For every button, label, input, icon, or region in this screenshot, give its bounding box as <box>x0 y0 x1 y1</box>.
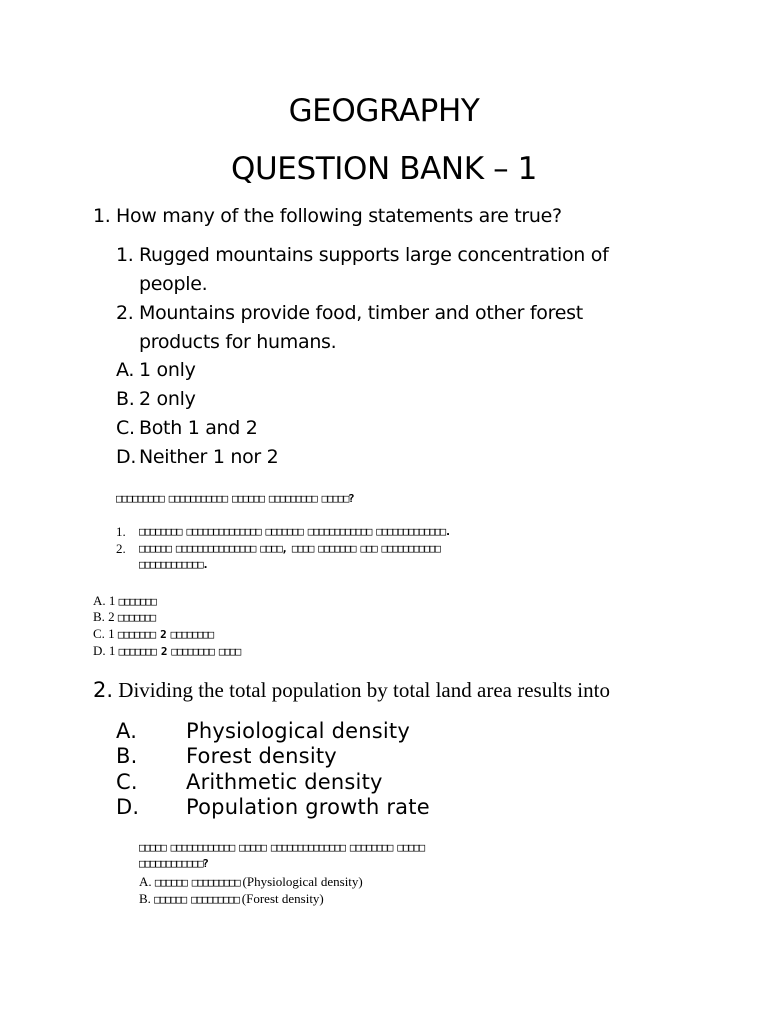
option-letter: C. <box>116 417 135 439</box>
statement-line: □□□□□□□□ □□□□□□□□□□□□□□ □□□□□□□ □□□□□□□□□□□□ □□□□□□□□□□□□□. <box>139 525 451 538</box>
q1-translated-option-c <box>93 626 213 643</box>
q2-translated-option-b <box>139 891 324 908</box>
q2-translated-option-a <box>139 874 363 891</box>
option-text: □□□□□□□ 2 □□□□□□□□ □□□□ <box>118 645 240 658</box>
option-text: Both 1 and 2 <box>139 417 258 439</box>
q1-translated-question: □□□□□□□□□ □□□□□□□□□□□ □□□□□□ □□□□□□□□□ □□□□□? <box>116 492 354 505</box>
option-letter: D. <box>116 446 137 468</box>
option-text: Physiological density <box>186 719 410 743</box>
statement-line: Mountains provide food, timber and other forest <box>139 302 583 324</box>
option-letter: A. <box>116 359 135 381</box>
statement-line: □□□□□□ □□□□□□□□□□□□□□□ □□□□, □□□□ □□□□□□□ □□□ □□□□□□□□□□□ <box>139 542 440 555</box>
option-prefix: B. <box>139 891 155 906</box>
document-title: GEOGRAPHY <box>288 93 480 129</box>
statement-number: 1. <box>116 244 134 266</box>
q2-translated-question-line: □□□□□ □□□□□□□□□□□□ □□□□□ □□□□□□□□□□□□□□ □□□□□□□□ □□□□□ <box>139 841 424 854</box>
option-text: □□□□□□ □□□□□□□□□ <box>154 876 240 889</box>
option-letter: B. <box>116 744 138 768</box>
option-text: Forest density <box>186 744 337 768</box>
option-prefix: C. 1 <box>93 626 118 641</box>
option-english-gloss: (Physiological density) <box>239 874 363 889</box>
q2-question-text: Dividing the total population by total land area results into <box>118 678 610 702</box>
statement-line: Rugged mountains supports large concentration of <box>139 244 609 266</box>
statement-number: 2. <box>116 541 126 556</box>
option-letter: C. <box>116 770 138 794</box>
statement-line: people. <box>139 273 208 295</box>
option-letter: A. <box>116 719 138 743</box>
q1-translated-option-d <box>93 643 240 660</box>
q2-number: 2. <box>93 678 114 702</box>
statement-number: 1. <box>116 524 126 539</box>
statement-line: products for humans. <box>139 331 337 353</box>
option-prefix: D. 1 <box>93 643 119 658</box>
option-prefix: A. 1 <box>93 593 119 608</box>
q2-translated-question-line: □□□□□□□□□□□□? <box>139 857 208 870</box>
option-text: Population growth rate <box>186 795 430 819</box>
option-text: Arithmetic density <box>186 770 383 794</box>
option-text: Neither 1 nor 2 <box>139 446 279 468</box>
option-english-gloss: (Forest density) <box>238 891 324 906</box>
option-letter: B. <box>116 388 135 410</box>
option-text: 2 only <box>139 388 196 410</box>
question-bank-heading: QUESTION BANK – 1 <box>230 151 537 187</box>
option-text: □□□□□□□ <box>117 611 155 624</box>
q1-translated-option-b <box>93 609 155 626</box>
q1-translated-option-a <box>93 593 156 610</box>
q1-question-text: How many of the following statements are true? <box>116 205 562 227</box>
option-text: □□□□□□□ 2 □□□□□□□□ <box>117 628 213 641</box>
option-text: □□□□□□□ <box>118 595 156 608</box>
statement-line: □□□□□□□□□□□□. <box>139 558 208 571</box>
option-text: □□□□□□ □□□□□□□□□ <box>154 893 239 906</box>
option-prefix: A. <box>139 874 155 889</box>
option-text: 1 only <box>139 359 196 381</box>
q2-question <box>93 676 610 704</box>
statement-number: 2. <box>116 302 134 324</box>
option-prefix: B. 2 <box>93 609 118 624</box>
option-letter: D. <box>116 795 140 819</box>
q1-number: 1. <box>93 205 111 227</box>
